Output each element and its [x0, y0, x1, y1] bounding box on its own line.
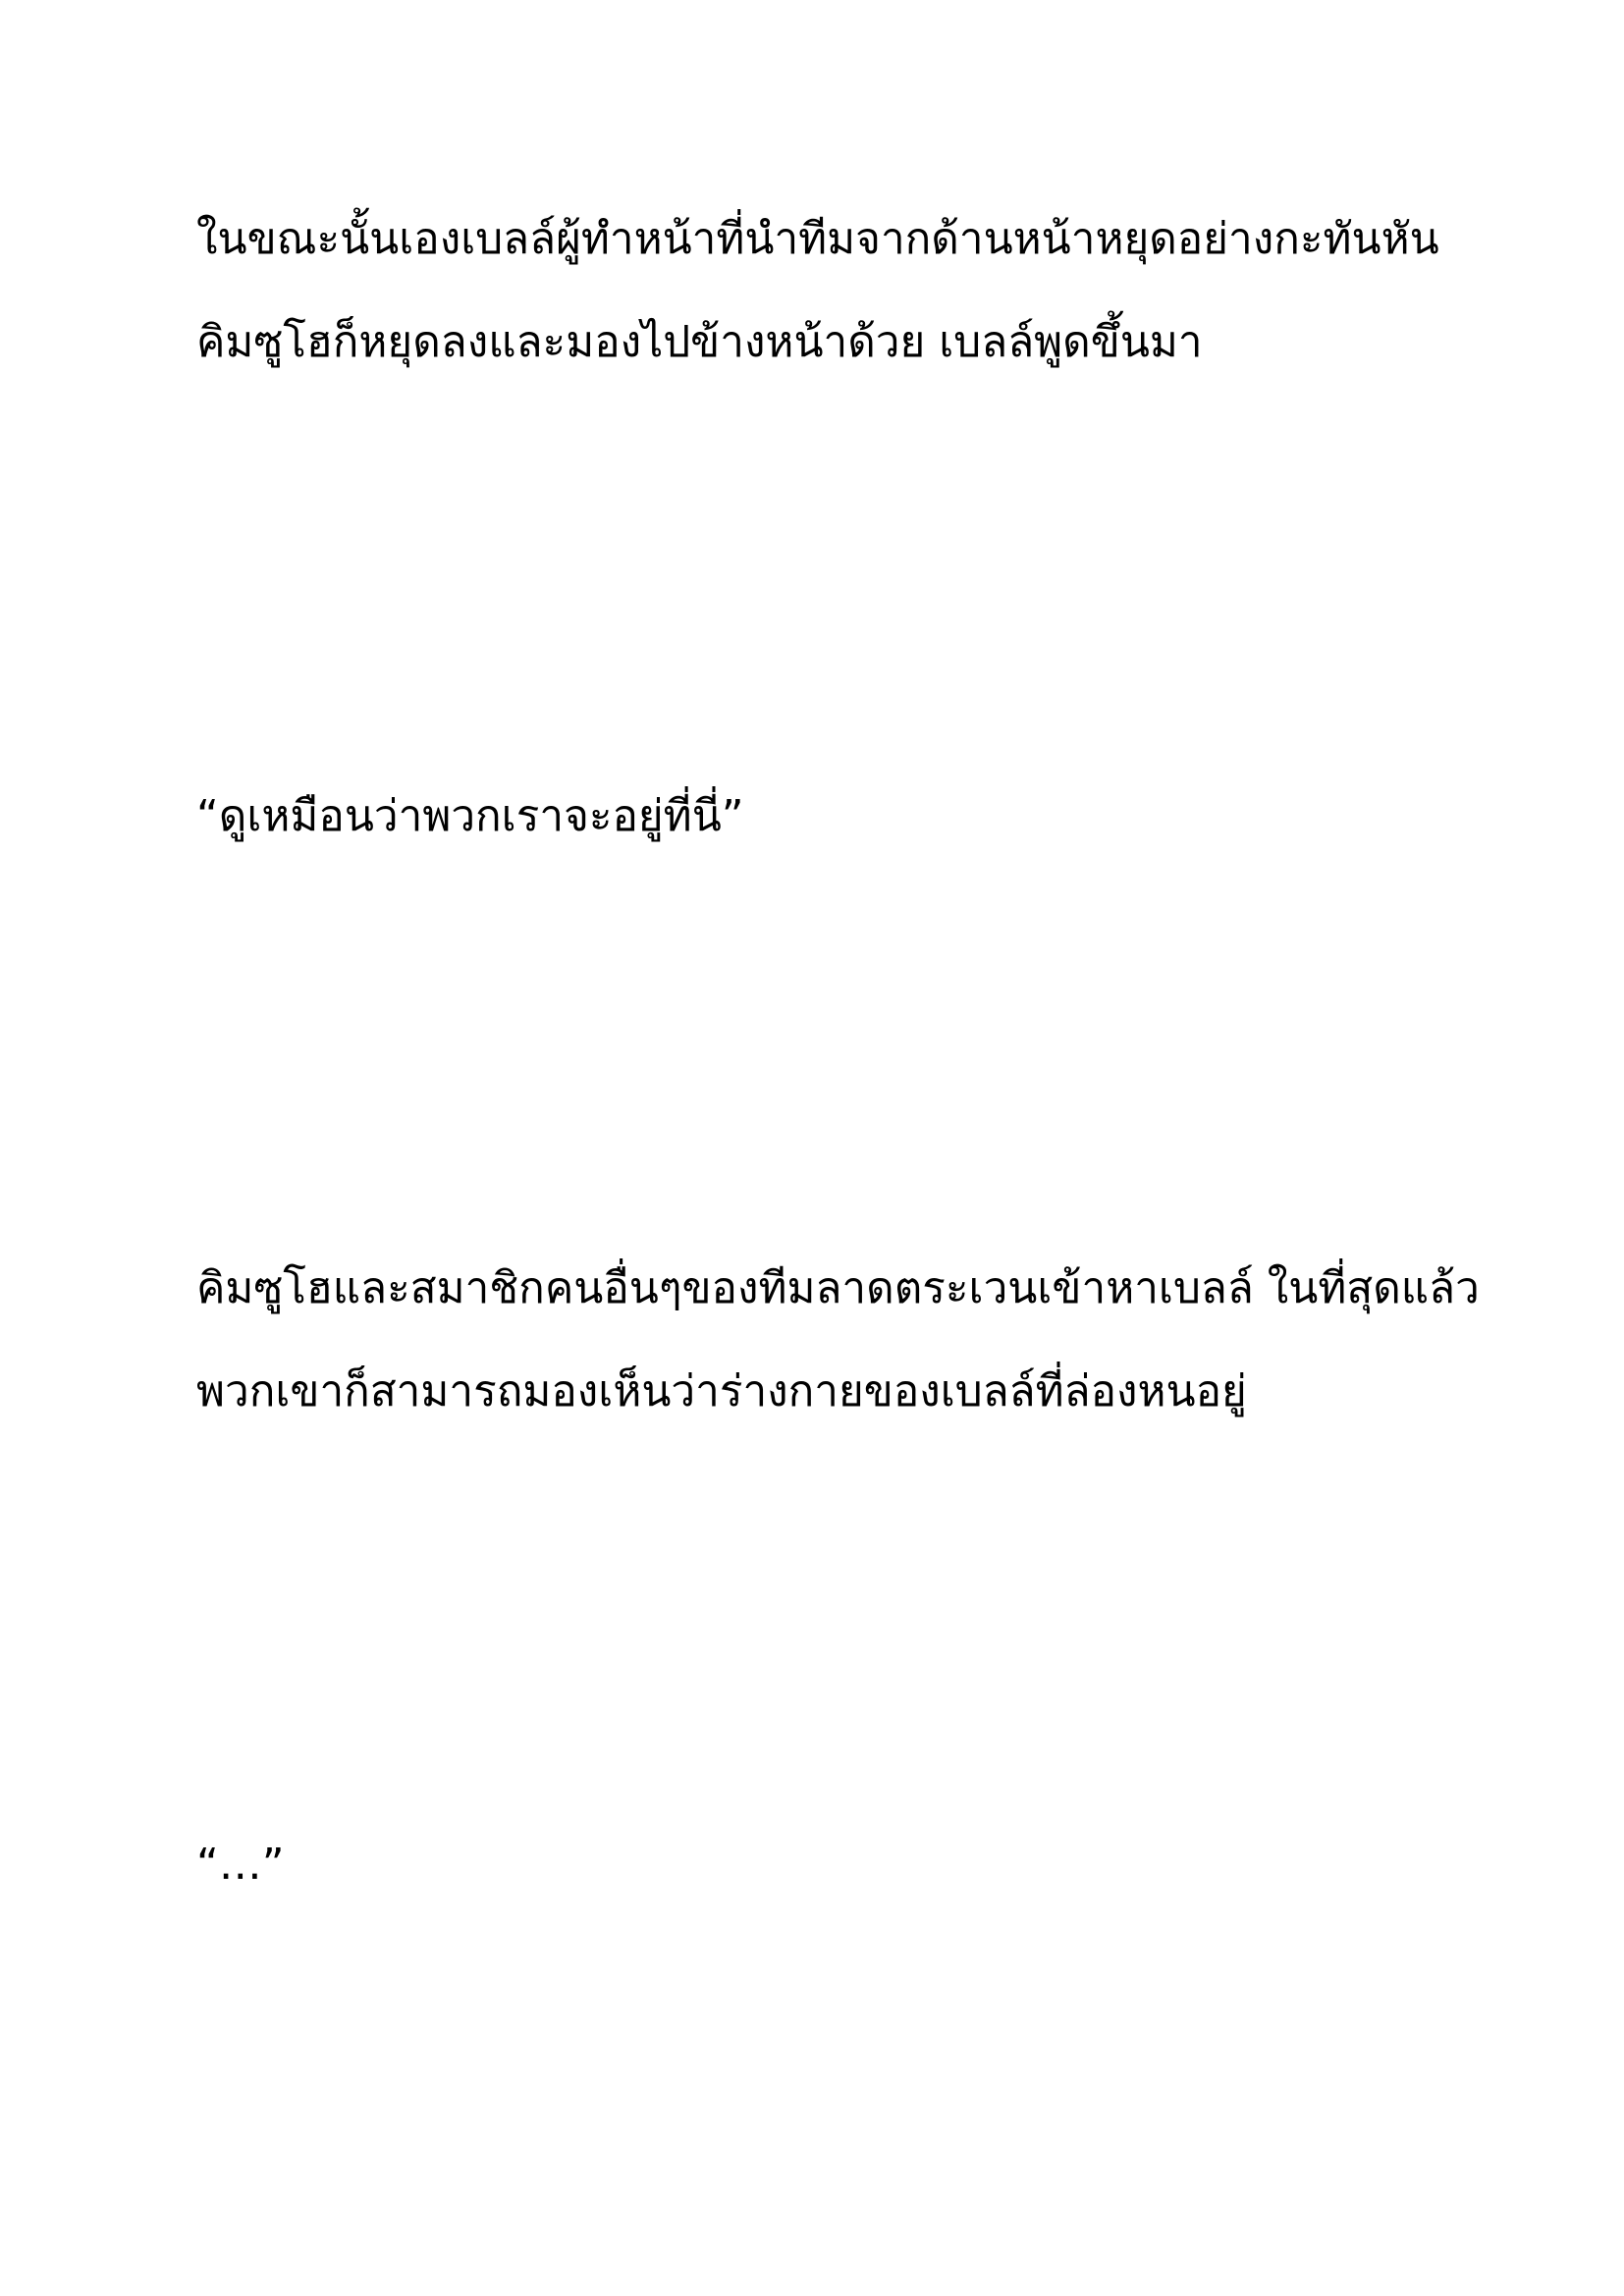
paragraph-1-line-2: คิมซูโฮก็หยุดลงและมองไปข้างหน้าด้วย เบลล์พูดขึ้นมา: [196, 317, 1203, 367]
ellipsis-dialogue-line: “…”: [196, 1840, 285, 1890]
paragraph-1-line-1: ในขณะนั้นเองเบลล์ผู้ทำหน้าที่นำทีมจากด้านหน้าหยุดอย่างกะทันหัน: [196, 214, 1439, 264]
dialogue-line: “ดูเหมือนว่าพวกเราจะอยู่ที่นี่”: [196, 791, 744, 841]
paragraph-3-line-2: พวกเขาก็สามารถมองเห็นว่าร่างกายของเบลล์ที่ล่องหนอยู่: [196, 1366, 1247, 1416]
paragraph-3-line-1: คิมซูโฮและสมาชิกคนอื่นๆของทีมลาดตระเวนเข้าหาเบลล์ ในที่สุดแล้ว: [196, 1263, 1480, 1313]
